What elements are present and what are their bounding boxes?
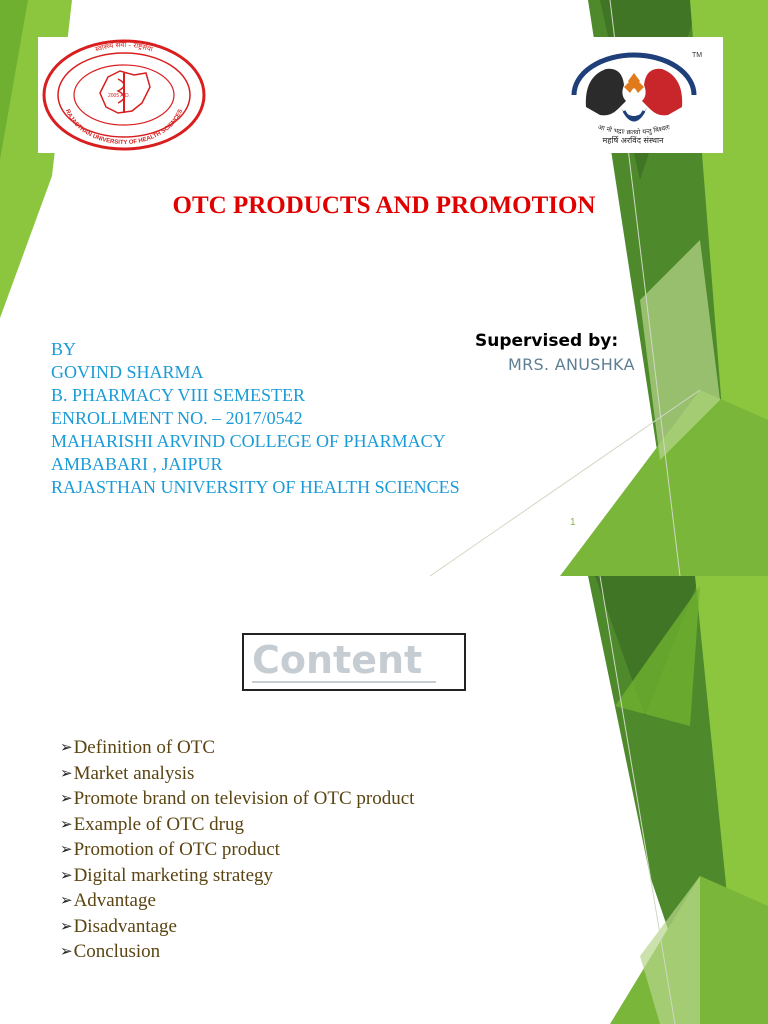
arrow-bullet-icon: ➢: [60, 789, 73, 807]
table-of-contents: [60, 735, 414, 965]
toc-item-label: Definition of OTC: [73, 737, 216, 758]
toc-item: [60, 761, 414, 787]
toc-item-label: Conclusion: [73, 941, 161, 962]
toc-item: [60, 939, 414, 965]
college-logo: [544, 37, 723, 153]
toc-item-label: Digital marketing strategy: [73, 864, 274, 886]
toc-item: [60, 812, 414, 838]
arrow-bullet-icon: ➢: [60, 814, 73, 833]
author-line: BY: [51, 339, 77, 359]
toc-item: [60, 863, 414, 889]
university-logo: [38, 37, 210, 153]
logo-tm: TM: [692, 52, 703, 59]
slide-title: OTC PRODUCTS AND PROMOTION: [172, 192, 596, 219]
author-line: ENROLLMENT NO. – 2017/0542: [51, 408, 303, 428]
toc-item: [60, 786, 414, 812]
logo-center-year: 2005 A.D.: [108, 93, 130, 99]
author-line: GOVIND SHARMA: [51, 362, 204, 382]
arrow-bullet-icon: ➢: [60, 942, 73, 960]
content-slide: [0, 576, 768, 1024]
page-number: 1: [570, 517, 576, 528]
arrow-bullet-icon: ➢: [60, 916, 73, 935]
toc-item-label: Disadvantage: [73, 915, 177, 937]
supervisor-name: MRS. ANUSHKA: [508, 355, 635, 374]
logo-caption: महर्षि अरविंद संस्थान: [602, 136, 664, 145]
logo-ring-bottom: RAJASTHAN UNIVERSITY OF HEALTH SCIENCES: [63, 108, 185, 147]
author-line: B. PHARMACY VIII SEMESTER: [51, 385, 306, 405]
toc-item-label: Advantage: [73, 890, 156, 911]
toc-item: [60, 914, 414, 940]
content-heading-box: [242, 633, 466, 691]
toc-item-label: Example of OTC drug: [73, 813, 245, 835]
author-block: [51, 338, 460, 499]
author-line: MAHARISHI ARVIND COLLEGE OF PHARMACY: [51, 431, 446, 451]
content-heading: Content: [252, 639, 436, 683]
toc-item: [60, 888, 414, 914]
arrow-bullet-icon: ➢: [60, 763, 73, 782]
toc-item: [60, 837, 414, 863]
toc-item-label: Market analysis: [73, 762, 195, 784]
arrow-bullet-icon: ➢: [60, 865, 73, 884]
toc-item: [60, 735, 414, 761]
logo-ring-top: स्वास्थ्य सेवा - राष्ट्रसेवा: [94, 40, 154, 54]
arrow-bullet-icon: ➢: [60, 840, 73, 858]
author-line: RAJASTHAN UNIVERSITY OF HEALTH SCIENCES: [51, 477, 460, 497]
logo-arc-text: आ नो भद्राः क्रतवो यन्तु विश्वतः: [597, 122, 671, 137]
supervised-by-label: Supervised by:: [475, 331, 619, 351]
arrow-bullet-icon: ➢: [60, 891, 73, 909]
toc-item-label: Promotion of OTC product: [73, 839, 280, 860]
svg-text:आ नो भद्राः क्रतवो यन्तु विश्व: [597, 123, 671, 136]
arrow-bullet-icon: ➢: [60, 738, 73, 756]
author-line: AMBABARI , JAIPUR: [51, 454, 223, 474]
toc-item-label: Promote brand on television of OTC product: [73, 788, 415, 809]
